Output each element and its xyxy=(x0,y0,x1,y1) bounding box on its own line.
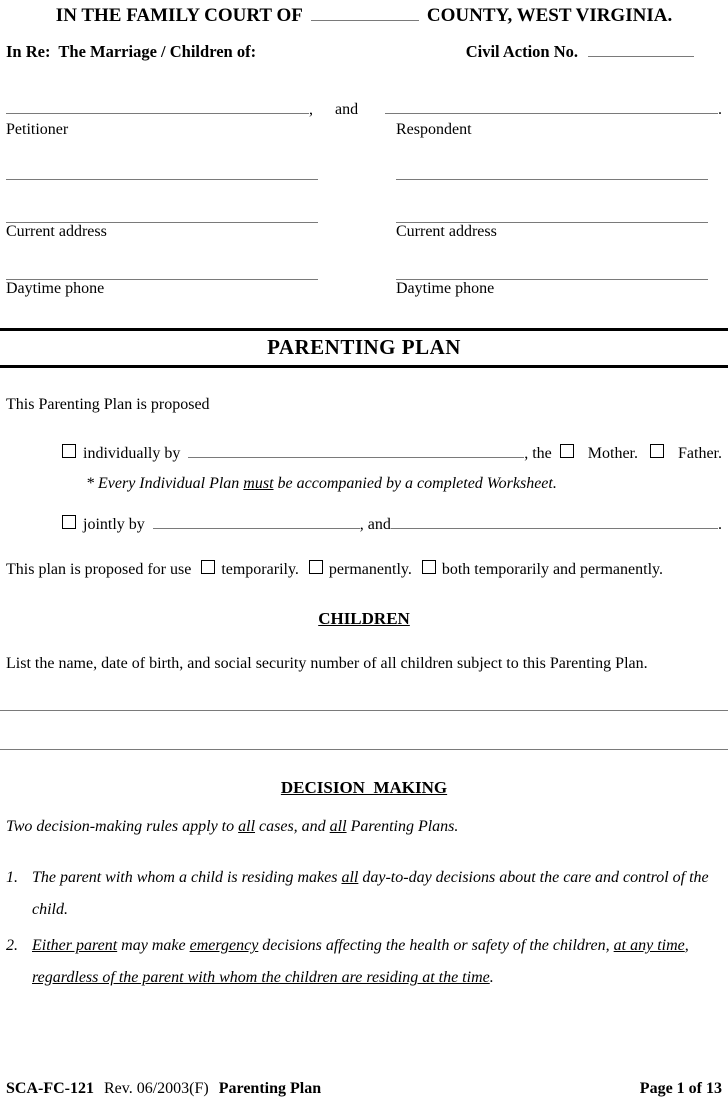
permanently-checkbox[interactable] xyxy=(309,560,323,574)
party-details-grid xyxy=(6,121,722,302)
both-checkbox[interactable] xyxy=(422,560,436,574)
jointly-by-name-blank-2[interactable] xyxy=(391,513,718,529)
jointly-connector: , and xyxy=(359,516,391,534)
respondent-name-period: . xyxy=(718,100,722,118)
individually-label: individually by xyxy=(83,445,181,463)
respondent-current-address-label: Current address xyxy=(396,222,497,240)
jointly-by-name-blank-1[interactable] xyxy=(153,513,360,529)
decision-section-heading xyxy=(6,778,722,798)
temporarily-label: temporarily. xyxy=(221,561,299,579)
children-heading-text: CHILDREN xyxy=(318,609,410,629)
father-label: Father. xyxy=(678,445,722,463)
petitioner-label: Petitioner xyxy=(6,120,69,138)
civil-action-group xyxy=(466,40,694,62)
petitioner-column xyxy=(6,121,318,302)
civil-action-number-blank[interactable] xyxy=(588,40,694,57)
form-revision: Rev. 06/2003(F) xyxy=(104,1080,209,1097)
title-banner xyxy=(0,328,728,368)
page-number: Page 1 of 13 xyxy=(639,1080,722,1097)
court-header-suffix: COUNTY, WEST VIRGINIA. xyxy=(426,5,673,27)
decision-rule-2-number: 2. xyxy=(6,937,18,955)
individually-by-name-blank[interactable] xyxy=(188,442,524,458)
respondent-address-blank-1[interactable] xyxy=(396,179,708,180)
proposed-use-row xyxy=(6,560,722,579)
civil-action-label: Civil Action No. xyxy=(465,41,578,61)
party-names-row xyxy=(6,98,722,119)
jointly-checkbox[interactable] xyxy=(62,515,76,529)
respondent-name-blank[interactable] xyxy=(385,98,718,114)
petitioner-current-address-label: Current address xyxy=(6,222,107,240)
respondent-daytime-phone-label: Daytime phone xyxy=(396,279,495,297)
footer-form-identity xyxy=(6,1080,321,1098)
court-header-prefix: IN THE FAMILY COURT OF xyxy=(55,5,303,27)
worksheet-note: * Every Individual Plan must be accompanied by a completed Worksheet. xyxy=(86,475,557,493)
and-label: and xyxy=(335,100,359,118)
petitioner-address-blank-1[interactable] xyxy=(6,179,318,180)
children-instruction: List the name, date of birth, and social security number of all children subject to this Parenting Plan. xyxy=(6,655,648,673)
children-list-blank-2[interactable] xyxy=(0,749,728,750)
decision-rule-2 xyxy=(6,930,722,994)
respondent-label: Respondent xyxy=(396,120,472,138)
decision-rule-1-text: The parent with whom a child is residing makes all day-to-day decisions about the care and control of the child. xyxy=(32,869,709,919)
children-section-heading xyxy=(6,609,722,629)
mother-label: Mother. xyxy=(587,445,638,463)
footer-form-title: Parenting Plan xyxy=(218,1080,322,1097)
children-list-blank-1[interactable] xyxy=(0,710,728,711)
permanently-label: permanently. xyxy=(328,561,412,579)
page-footer xyxy=(6,1080,722,1098)
respondent-column xyxy=(396,121,708,302)
father-checkbox[interactable] xyxy=(650,444,664,458)
individually-suffix: , the xyxy=(524,445,552,463)
temporarily-checkbox[interactable] xyxy=(201,560,215,574)
proposal-intro: This Parenting Plan is proposed xyxy=(6,395,210,413)
petitioner-name-blank[interactable] xyxy=(6,98,309,114)
decision-heading-text: DECISION MAKING xyxy=(280,778,448,798)
individually-checkbox[interactable] xyxy=(62,444,76,458)
in-re-label: In Re: The Marriage / Children of: xyxy=(6,41,257,61)
form-title: PARENTING PLAN xyxy=(267,334,461,359)
decision-rule-1-number: 1. xyxy=(6,869,18,887)
jointly-label: jointly by xyxy=(83,516,145,534)
jointly-period: . xyxy=(718,516,722,534)
petitioner-name-comma: , xyxy=(309,100,313,118)
decision-rule-2-text: Either parent may make emergency decisions affecting the health or safety of the children, at any time, regardless of the parent with whom the children are residing at the time. xyxy=(32,937,689,987)
decision-rule-1 xyxy=(6,862,722,926)
decision-intro: Two decision-making rules apply to all cases, and all Parenting Plans. xyxy=(6,818,459,836)
use-prefix: This plan is proposed for use xyxy=(6,561,192,579)
petitioner-daytime-phone-label: Daytime phone xyxy=(6,279,105,297)
jointly-row xyxy=(6,513,722,534)
mother-checkbox[interactable] xyxy=(560,444,574,458)
county-name-blank[interactable] xyxy=(311,2,419,21)
individually-row xyxy=(6,442,722,463)
case-caption-line xyxy=(6,40,722,62)
court-header-line xyxy=(6,2,722,27)
form-number: SCA-FC-121 xyxy=(6,1080,94,1097)
both-label: both temporarily and permanently. xyxy=(441,561,663,579)
